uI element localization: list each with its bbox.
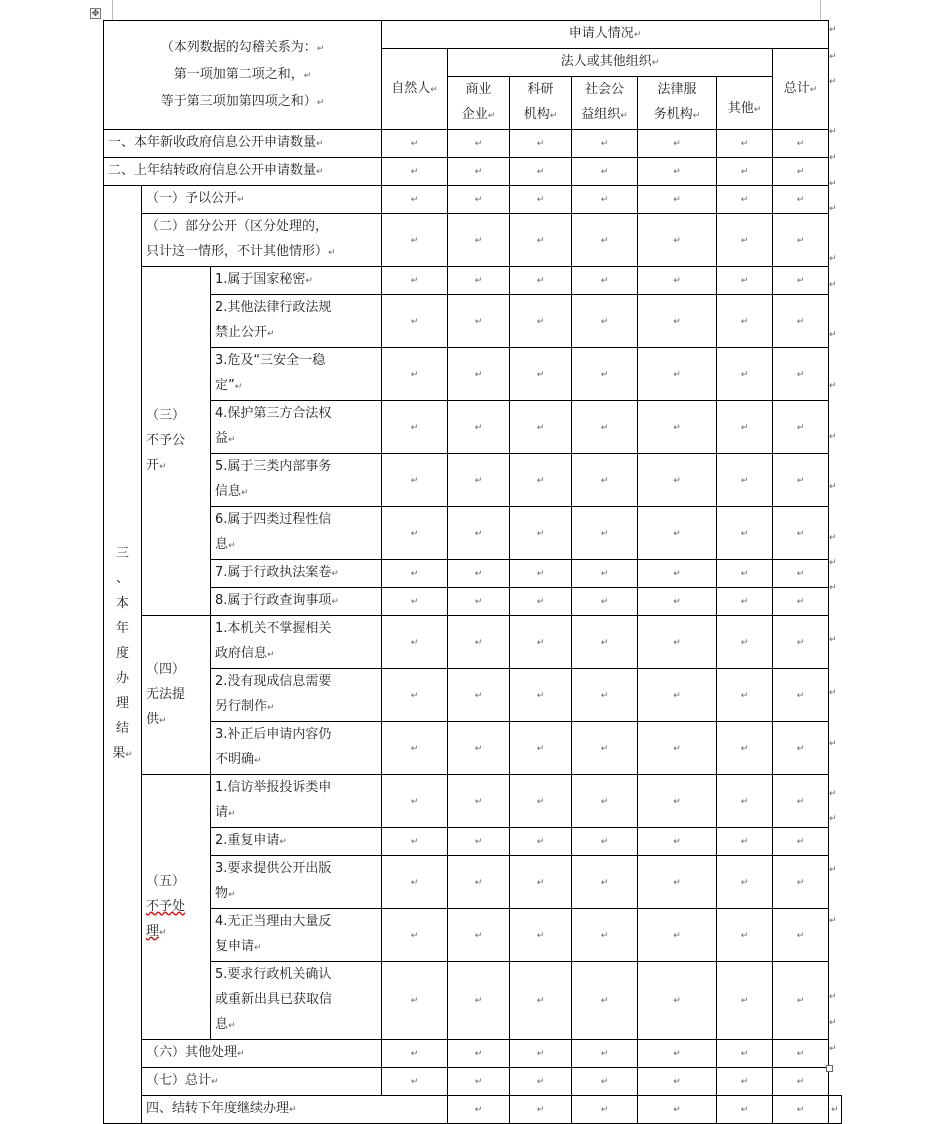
data-cell[interactable]: ↵: [448, 214, 510, 267]
data-cell[interactable]: ↵: [382, 130, 448, 158]
data-cell[interactable]: ↵: [773, 267, 829, 295]
data-cell[interactable]: ↵: [572, 909, 638, 962]
data-cell[interactable]: ↵: [510, 158, 572, 186]
data-cell[interactable]: ↵: [382, 828, 448, 856]
table-row: [104, 348, 842, 401]
row-end-mark: ↵: [829, 51, 837, 62]
group-4-label: （四） 无法提 供↵: [142, 616, 211, 775]
col-other: 其他↵: [717, 77, 773, 130]
data-cell[interactable]: ↵: [717, 295, 773, 348]
item-4-2: 2.没有现成信息需要 另行制作↵: [211, 669, 382, 722]
row-label-other-handling: （六）其他处理↵: [142, 1040, 382, 1068]
data-cell[interactable]: ↵: [638, 1096, 717, 1124]
data-cell[interactable]: ↵: [717, 616, 773, 669]
data-cell[interactable]: ↵: [572, 560, 638, 588]
table-row: [104, 267, 842, 295]
data-cell[interactable]: ↵: [382, 909, 448, 962]
data-cell[interactable]: ↵: [382, 158, 448, 186]
table-row: [104, 560, 842, 588]
data-cell[interactable]: ↵: [572, 158, 638, 186]
data-cell[interactable]: ↵: [572, 775, 638, 828]
data-cell[interactable]: ↵: [510, 828, 572, 856]
data-cell[interactable]: ↵: [382, 401, 448, 454]
item-5-5: 5.要求行政机关确认 或重新出具已获取信 息↵: [211, 962, 382, 1040]
data-cell[interactable]: ↵: [448, 295, 510, 348]
row-label-disclosed: （一）予以公开↵: [142, 186, 382, 214]
data-cell[interactable]: ↵: [717, 214, 773, 267]
data-cell[interactable]: ↵: [382, 856, 448, 909]
row-end-mark: ↵: [829, 380, 837, 391]
group-3-label: （三） 不予公 开↵: [142, 267, 211, 616]
data-cell[interactable]: ↵: [638, 348, 717, 401]
data-cell[interactable]: ↵: [448, 616, 510, 669]
data-cell[interactable]: ↵: [773, 588, 829, 616]
data-cell[interactable]: ↵: [448, 507, 510, 560]
data-cell[interactable]: ↵: [717, 1068, 773, 1096]
data-cell[interactable]: ↵: [572, 722, 638, 775]
data-cell[interactable]: ↵: [638, 962, 717, 1040]
row-end-mark: ↵: [829, 431, 837, 442]
page-corner-mark-left: [112, 0, 113, 20]
col-total: 总计↵: [773, 49, 829, 130]
data-cell[interactable]: ↵: [510, 560, 572, 588]
data-cell[interactable]: ↵: [510, 909, 572, 962]
data-cell[interactable]: ↵: [382, 962, 448, 1040]
data-cell[interactable]: ↵: [773, 909, 829, 962]
data-cell[interactable]: ↵: [717, 775, 773, 828]
data-cell[interactable]: ↵: [382, 348, 448, 401]
data-cell[interactable]: ↵: [638, 186, 717, 214]
row-label-carried-over: 二、上年结转政府信息公开申请数量↵: [104, 158, 382, 186]
item-3-1: 1.属于国家秘密↵: [211, 267, 382, 295]
row-end-mark: ↵: [829, 178, 837, 189]
row-end-mark: ↵: [829, 152, 837, 163]
row-end-mark: ↵: [829, 76, 837, 87]
row-end-mark: ↵: [829, 991, 837, 1002]
item-5-2: 2.重复申请↵: [211, 828, 382, 856]
item-3-6: 6.属于四类过程性信 息↵: [211, 507, 382, 560]
data-cell[interactable]: ↵: [510, 295, 572, 348]
data-cell[interactable]: ↵: [448, 454, 510, 507]
data-cell[interactable]: ↵: [510, 856, 572, 909]
data-cell[interactable]: ↵: [638, 588, 717, 616]
data-cell[interactable]: ↵: [773, 828, 829, 856]
item-3-2: 2.其他法律行政法规 禁止公开↵: [211, 295, 382, 348]
row-label-partially-disclosed: （二）部分公开（区分处理的， 只计这一情形，不计其他情形）↵: [142, 214, 382, 267]
data-cell[interactable]: ↵: [638, 722, 717, 775]
data-cell[interactable]: ↵: [510, 962, 572, 1040]
row-end-mark: ↵: [829, 1017, 837, 1028]
row-end-mark: ↵: [829, 1043, 837, 1054]
data-cell[interactable]: ↵: [717, 722, 773, 775]
data-cell[interactable]: ↵: [638, 454, 717, 507]
row-end-mark: ↵: [829, 788, 837, 799]
table-row: [104, 507, 842, 560]
data-cell[interactable]: ↵: [717, 507, 773, 560]
data-cell[interactable]: ↵: [448, 962, 510, 1040]
data-cell[interactable]: ↵: [773, 1096, 829, 1124]
data-cell[interactable]: ↵: [717, 158, 773, 186]
data-cell[interactable]: ↵: [510, 722, 572, 775]
table-row: [104, 588, 842, 616]
data-cell[interactable]: ↵: [638, 158, 717, 186]
data-cell[interactable]: ↵: [638, 401, 717, 454]
col-legal-service-org: 法律服 务机构↵: [638, 77, 717, 130]
header-note-cell: （本列数据的勾稽关系为：↵ 第一项加第二项之和，↵ 等于第三项加第四项之和）↵: [104, 21, 382, 130]
data-cell[interactable]: ↵: [572, 507, 638, 560]
table-row: [104, 616, 842, 669]
data-cell[interactable]: ↵: [773, 295, 829, 348]
data-cell[interactable]: ↵: [448, 588, 510, 616]
data-cell[interactable]: ↵: [382, 214, 448, 267]
table-row: [104, 186, 842, 214]
data-cell[interactable]: ↵: [773, 669, 829, 722]
data-cell[interactable]: ↵: [572, 130, 638, 158]
col-research-institution: 科研 机构↵: [510, 77, 572, 130]
data-cell[interactable]: ↵: [717, 828, 773, 856]
data-cell[interactable]: ↵: [717, 669, 773, 722]
data-cell[interactable]: ↵: [638, 616, 717, 669]
data-cell[interactable]: ↵: [773, 775, 829, 828]
row-end-mark: ↵: [829, 687, 837, 698]
col-commercial-enterprise: 商业 企业↵: [448, 77, 510, 130]
data-cell[interactable]: ↵: [448, 828, 510, 856]
data-cell[interactable]: ↵: [773, 1068, 829, 1096]
government-information-disclosure-table: [103, 20, 842, 1124]
data-cell[interactable]: ↵: [638, 267, 717, 295]
data-cell[interactable]: ↵: [448, 267, 510, 295]
item-4-3: 3.补正后申请内容仍 不明确↵: [211, 722, 382, 775]
data-cell[interactable]: ↵: [448, 186, 510, 214]
data-cell[interactable]: ↵: [510, 348, 572, 401]
header-note-line-1: （本列数据的勾稽关系为：: [160, 39, 317, 55]
data-cell[interactable]: ↵: [717, 130, 773, 158]
data-cell[interactable]: ↵: [773, 616, 829, 669]
table-row: [104, 909, 842, 962]
data-cell[interactable]: ↵: [572, 588, 638, 616]
data-cell[interactable]: ↵: [773, 214, 829, 267]
data-cell[interactable]: ↵: [572, 616, 638, 669]
legal-group-header: 法人或其他组织↵: [448, 49, 773, 77]
item-5-3: 3.要求提供公开出版 物↵: [211, 856, 382, 909]
data-cell[interactable]: ↵: [448, 775, 510, 828]
data-cell[interactable]: ↵: [572, 828, 638, 856]
data-cell[interactable]: ↵: [448, 909, 510, 962]
table-row: [104, 454, 842, 507]
data-cell[interactable]: ↵: [510, 186, 572, 214]
data-cell[interactable]: ↵: [382, 295, 448, 348]
data-cell[interactable]: ↵: [773, 856, 829, 909]
row-end-mark: ↵: [829, 481, 837, 492]
data-cell[interactable]: ↵: [448, 401, 510, 454]
col-public-welfare-org: 社会公 益组织↵: [572, 77, 638, 130]
data-cell[interactable]: ↵: [638, 828, 717, 856]
table-row: [104, 828, 842, 856]
data-cell[interactable]: ↵: [717, 909, 773, 962]
data-cell[interactable]: ↵: [773, 401, 829, 454]
data-cell[interactable]: ↵: [572, 1068, 638, 1096]
item-3-5: 5.属于三类内部事务 信息↵: [211, 454, 382, 507]
data-cell[interactable]: ↵: [572, 856, 638, 909]
data-cell[interactable]: ↵: [717, 186, 773, 214]
data-cell[interactable]: ↵: [572, 348, 638, 401]
data-cell[interactable]: ↵: [572, 962, 638, 1040]
data-cell[interactable]: ↵: [638, 1068, 717, 1096]
data-cell[interactable]: ↵: [717, 1096, 773, 1124]
data-cell[interactable]: ↵: [510, 401, 572, 454]
data-cell[interactable]: ↵: [717, 560, 773, 588]
data-cell[interactable]: ↵: [638, 295, 717, 348]
row-end-mark: ↵: [829, 557, 837, 568]
row-end-mark: ↵: [829, 738, 837, 749]
data-cell[interactable]: ↵: [773, 722, 829, 775]
data-cell[interactable]: ↵: [638, 775, 717, 828]
data-cell[interactable]: ↵: [510, 214, 572, 267]
data-cell[interactable]: ↵: [572, 214, 638, 267]
data-cell[interactable]: ↵: [717, 267, 773, 295]
group-5-label: （五） 不予处 理↵: [142, 775, 211, 1040]
data-cell[interactable]: ↵: [382, 507, 448, 560]
data-cell[interactable]: ↵: [510, 130, 572, 158]
data-cell[interactable]: ↵: [773, 130, 829, 158]
data-cell[interactable]: ↵: [572, 267, 638, 295]
data-cell[interactable]: ↵: [717, 588, 773, 616]
data-cell[interactable]: ↵: [510, 454, 572, 507]
item-3-7: 7.属于行政执法案卷↵: [211, 560, 382, 588]
table-row: [104, 214, 842, 267]
data-cell[interactable]: ↵: [773, 560, 829, 588]
data-cell[interactable]: ↵: [510, 588, 572, 616]
data-cell[interactable]: ↵: [382, 560, 448, 588]
data-cell[interactable]: ↵: [448, 158, 510, 186]
item-3-4: 4.保护第三方合法权 益↵: [211, 401, 382, 454]
table-row: [104, 1068, 842, 1096]
row-end-mark: ↵: [829, 126, 837, 137]
data-cell[interactable]: ↵: [638, 560, 717, 588]
data-cell[interactable]: ↵: [572, 1096, 638, 1124]
data-cell[interactable]: ↵: [510, 507, 572, 560]
data-cell[interactable]: ↵: [382, 186, 448, 214]
data-cell[interactable]: ↵: [448, 1096, 510, 1124]
data-cell[interactable]: ↵: [717, 1040, 773, 1068]
data-cell[interactable]: ↵: [638, 1040, 717, 1068]
data-cell[interactable]: ↵: [638, 856, 717, 909]
row-end-mark: ↵: [829, 532, 837, 543]
data-cell[interactable]: ↵: [448, 348, 510, 401]
data-cell[interactable]: ↵: [448, 856, 510, 909]
table-row: [104, 775, 842, 828]
row-end-mark: ↵: [829, 634, 837, 645]
data-cell[interactable]: ↵: [382, 454, 448, 507]
row-end-mark: ↵: [829, 203, 837, 214]
data-cell[interactable]: ↵: [572, 401, 638, 454]
data-cell[interactable]: ↵: [510, 775, 572, 828]
data-cell[interactable]: ↵: [572, 295, 638, 348]
data-cell[interactable]: ↵: [510, 267, 572, 295]
data-cell[interactable]: ↵: [773, 348, 829, 401]
data-cell[interactable]: ↵: [448, 130, 510, 158]
data-cell[interactable]: ↵: [638, 669, 717, 722]
data-cell[interactable]: ↵: [572, 669, 638, 722]
data-cell[interactable]: ↵: [448, 669, 510, 722]
table-resize-handle[interactable]: [826, 1065, 833, 1072]
data-cell[interactable]: ↵: [717, 962, 773, 1040]
data-cell[interactable]: ↵: [510, 669, 572, 722]
row-end-mark: ↵: [829, 24, 837, 35]
data-cell[interactable]: ↵: [572, 454, 638, 507]
data-cell[interactable]: ↵: [382, 267, 448, 295]
data-cell[interactable]: ↵: [448, 1068, 510, 1096]
row-end-mark: ↵: [829, 279, 837, 290]
row-label-section-total: （七）总计↵: [142, 1068, 382, 1096]
item-3-8: 8.属于行政查询事项↵: [211, 588, 382, 616]
table-row: [104, 295, 842, 348]
data-cell[interactable]: ↵: [572, 1040, 638, 1068]
table-row: [104, 669, 842, 722]
table-row: [104, 1040, 842, 1068]
data-cell[interactable]: ↵: [638, 214, 717, 267]
item-4-1: 1.本机关不掌握相关 政府信息↵: [211, 616, 382, 669]
data-cell[interactable]: ↵: [717, 401, 773, 454]
item-5-1: 1.信访举报投诉类申 请↵: [211, 775, 382, 828]
col-natural-person: 自然人↵: [382, 49, 448, 130]
data-cell[interactable]: ↵: [382, 1040, 448, 1068]
data-cell[interactable]: ↵: [773, 1040, 829, 1068]
data-cell[interactable]: ↵: [829, 1096, 842, 1124]
row-end-mark: ↵: [829, 582, 837, 593]
table-row: [104, 962, 842, 1040]
data-cell[interactable]: ↵: [572, 186, 638, 214]
item-5-4: 4.无正当理由大量反 复申请↵: [211, 909, 382, 962]
data-cell[interactable]: ↵: [773, 454, 829, 507]
table-row: [104, 722, 842, 775]
data-cell[interactable]: ↵: [510, 1068, 572, 1096]
data-cell[interactable]: ↵: [448, 1040, 510, 1068]
table-row: [104, 130, 842, 158]
data-cell[interactable]: ↵: [382, 616, 448, 669]
data-cell[interactable]: ↵: [773, 186, 829, 214]
table-move-handle-icon[interactable]: ✥: [91, 9, 100, 19]
section-3-label: 三 、 本 年 度 办 理 结 果↵: [104, 186, 142, 1124]
data-cell[interactable]: ↵: [638, 130, 717, 158]
page-corner-mark-right: [820, 0, 821, 20]
data-cell[interactable]: ↵: [773, 507, 829, 560]
data-cell[interactable]: ↵: [382, 669, 448, 722]
data-cell[interactable]: ↵: [448, 560, 510, 588]
data-cell[interactable]: ↵: [382, 722, 448, 775]
table-row: [104, 401, 842, 454]
item-3-3: 3.危及“三安全一稳 定”↵: [211, 348, 382, 401]
data-cell[interactable]: ↵: [382, 1068, 448, 1096]
table-row: [104, 1096, 842, 1124]
data-cell[interactable]: ↵: [510, 1096, 572, 1124]
header-note-line-3: 等于第三项加第四项之和）: [160, 93, 317, 109]
data-cell[interactable]: ↵: [773, 158, 829, 186]
applicant-header: 申请人情况↵: [382, 21, 829, 49]
table-row: [104, 158, 842, 186]
header-note-line-2: 第一项加第二项之和，: [173, 66, 304, 82]
row-end-mark: ↵: [829, 253, 837, 264]
data-cell[interactable]: ↵: [717, 856, 773, 909]
row-label-new-applications: 一、本年新收政府信息公开申请数量↵: [104, 130, 382, 158]
data-cell[interactable]: ↵: [717, 348, 773, 401]
data-cell[interactable]: ↵: [638, 507, 717, 560]
data-cell[interactable]: ↵: [382, 588, 448, 616]
row-label-carry-forward: 四、结转下年度继续办理↵: [142, 1096, 448, 1124]
data-cell[interactable]: ↵: [510, 616, 572, 669]
data-cell[interactable]: ↵: [717, 454, 773, 507]
row-end-mark: ↵: [829, 329, 837, 340]
table-row: [104, 856, 842, 909]
row-end-mark: ↵: [829, 915, 837, 926]
data-cell[interactable]: ↵: [773, 962, 829, 1040]
data-cell[interactable]: ↵: [382, 775, 448, 828]
data-cell[interactable]: ↵: [448, 722, 510, 775]
row-end-mark: ↵: [829, 813, 837, 824]
data-cell[interactable]: ↵: [638, 909, 717, 962]
data-cell[interactable]: ↵: [510, 1040, 572, 1068]
row-end-mark: ↵: [829, 864, 837, 875]
